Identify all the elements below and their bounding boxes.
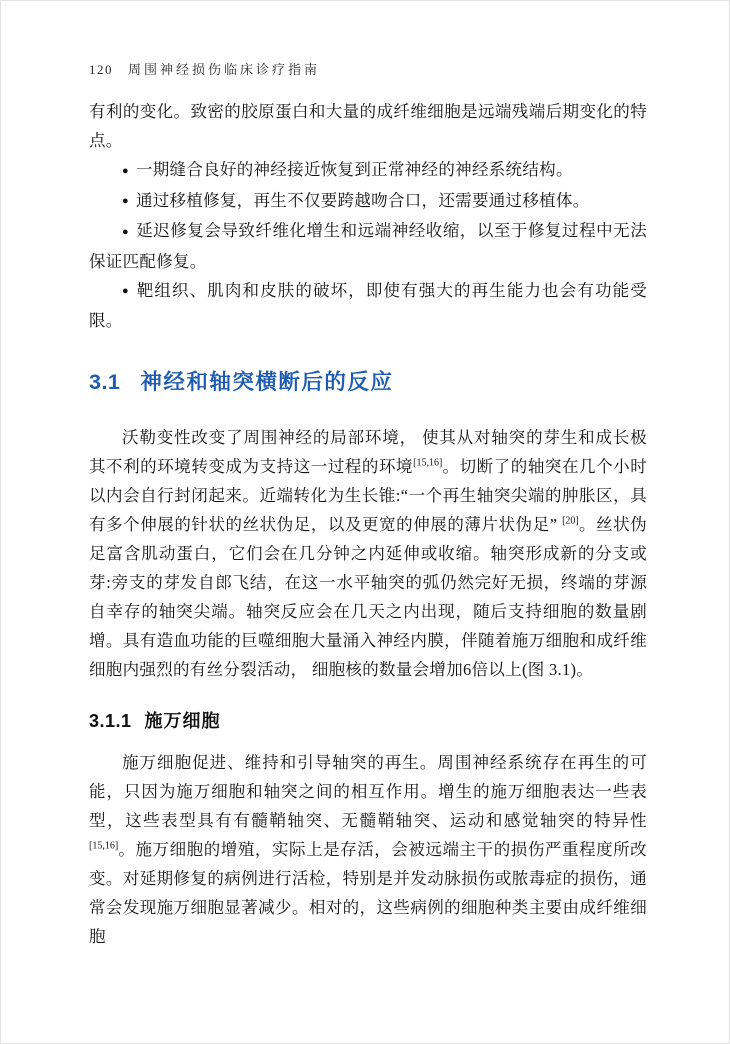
text-run: 。施万细胞的增殖，实际上是存活，会被远端主干的损伤严重程度所改变。对延期修复的病例进行活检，特别是并发动脉损伤或脓毒症的损伤，通常会发现施万细胞显著减少。相对的，这些病例的细胞种类主要由成纤维细胞 (89, 840, 647, 946)
page-header (89, 59, 645, 78)
section-number: 3.1 (89, 370, 121, 394)
bullet-item (89, 276, 647, 336)
reference-superscript: [15,16] (89, 840, 119, 852)
subsection-number: 3.1.1 (89, 711, 132, 731)
bullet-item (89, 216, 647, 276)
subsection-title: 施万细胞 (144, 711, 221, 731)
text-run: 。丝状伪足富含肌动蛋白，它们会在几分钟之内延伸或收缩。轴突形成新的分支或芽:旁支的芽发自郎飞结，在这一水平轴突的弧仍然完好无损，终端的芽源自幸存的轴突尖端。轴突反应会在几天之内出现，随后支持细胞的数量剧增。具有造血功能的巨噬细胞大量涌入神经内膜，伴随着施万细胞和成纤维细胞内强烈的有丝分裂活动， 细胞核的数量会增加6倍以上(图 3.1)。 (89, 515, 647, 679)
bullet-text: 一期缝合良好的神经接近恢复到正常神经的神经系统结构。 (135, 160, 573, 179)
section-paragraph (89, 423, 647, 684)
bullet-icon: ● (122, 164, 129, 177)
bullet-text: 延迟修复会导致纤维化增生和远端神经收缩，以至于修复过程中无法保证匹配修复。 (89, 221, 647, 271)
bullet-icon: ● (122, 225, 130, 238)
subsection-paragraph (89, 748, 647, 951)
bullet-icon: ● (122, 195, 129, 207)
section-title: 神经和轴突横断后的反应 (140, 370, 394, 394)
bullet-item (89, 186, 647, 217)
bullet-item (89, 155, 647, 186)
subsection-heading (89, 707, 647, 733)
continued-paragraph: 有利的变化。致密的胶原蛋白和大量的成纤维细胞是远端残端后期变化的特点。 (89, 102, 647, 150)
page-body (89, 97, 647, 951)
text-run: 施万细胞促进、维持和引导轴突的再生。周围神经系统存在再生的可能，只因为施万细胞和轴突之间的相互作用。增生的施万细胞表达一些表型，这些表型具有有髓鞘轴突、无髓鞘轴突、运动和感觉轴突的特异性 (89, 753, 647, 830)
running-title: 周围神经损伤临床诊疗指南 (128, 62, 321, 77)
section-heading (89, 365, 647, 396)
reference-superscript: [20] (562, 515, 579, 527)
text-run: 。切断了的轴突在几个小时以内会自行封闭起来。近端转化为生长锥:“一个再生轴突尖端的肿胀区，具有多个伸展的针状的丝状伪足，以及更宽的伸展的薄片状伪足” (89, 457, 647, 534)
text-run: 沃勒变性改变了周围神经的局部环境， 使其从对轴突的芽生和成长极其不利的环境转变成为支持这一过程的环境 (89, 428, 647, 476)
bullet-icon: ● (122, 285, 130, 297)
bullet-text: 靶组织、肌肉和皮肤的破坏，即使有强大的再生能力也会有功能受限。 (89, 280, 648, 330)
bullet-list (89, 155, 647, 335)
page-number: 120 (89, 62, 113, 77)
bullet-text: 通过移植修复，再生不仅要跨越吻合口，还需要通过移植体。 (135, 190, 590, 210)
reference-superscript: [15,16] (413, 457, 443, 469)
